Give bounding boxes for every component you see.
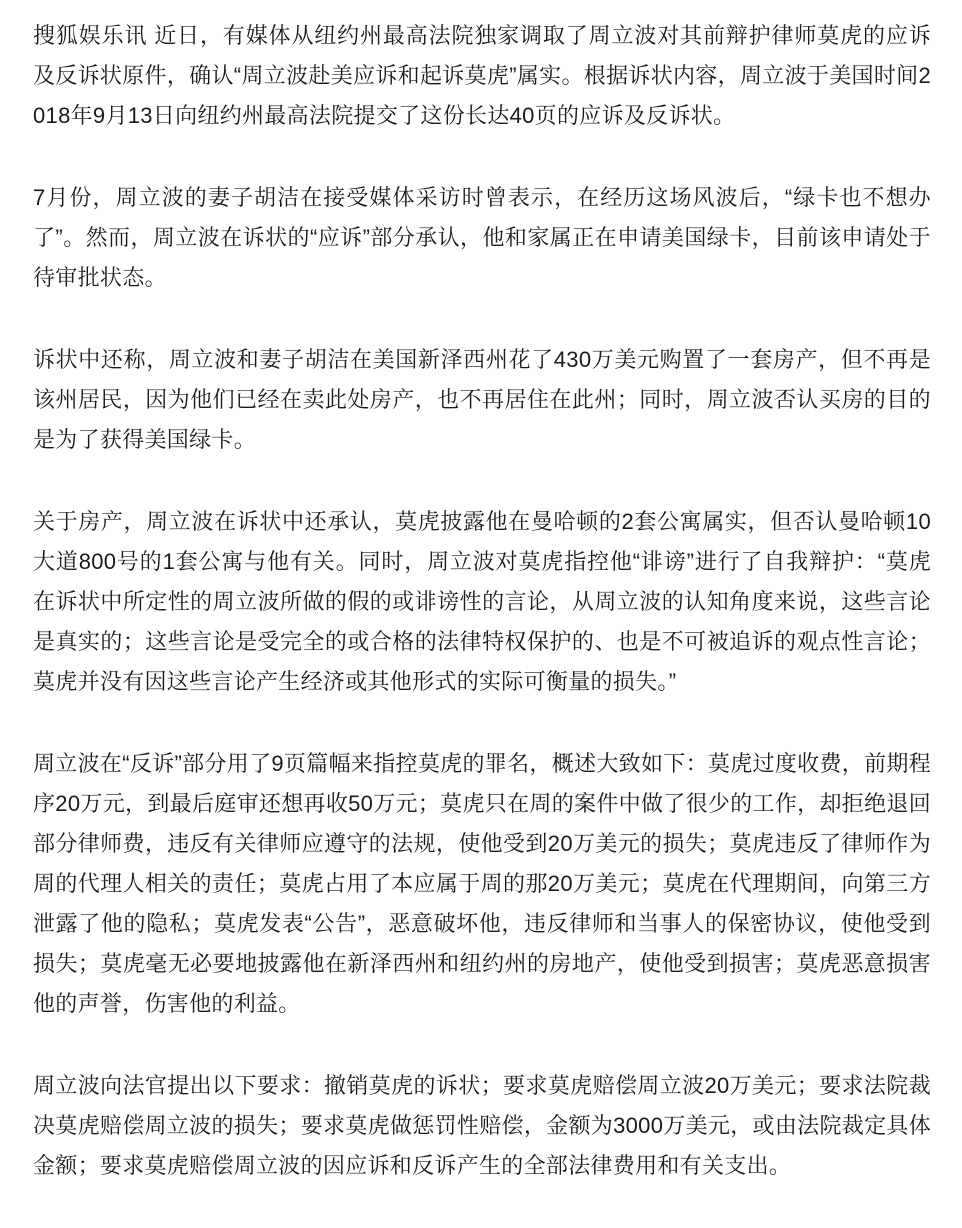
article-paragraph: 周立波在“反诉”部分用了9页篇幅来指控莫虎的罪名，概述大致如下：莫虎过度收费，前期程序20万元，到最后庭审还想再收50万元；莫虎只在周的案件中做了很少的工作，却拒绝退回部分律师费，违反有关律师应遵守的法规，使他受到20万美元的损失；莫虎违反了律师作为周的代理人相关的责任；莫虎占用了本应属于周的那20万美元；莫虎在代理期间，向第三方泄露了他的隐私；莫虎发表“公告”，恶意破坏他，违反律师和当事人的保密协议，使他受到损失；莫虎毫无必要地披露他在新泽西州和纽约州的房地产，使他受到损害；莫虎恶意损害他的声誉，伤害他的利益。 <box>33 751 931 1016</box>
article-paragraph: 7月份，周立波的妻子胡洁在接受媒体采访时曾表示，在经历这场风波后，“绿卡也不想办了”。然而，周立波在诉状的“应诉”部分承认，他和家属正在申请美国绿卡，目前该申请处于待审批状态。 <box>33 185 931 290</box>
article-paragraph: 关于房产，周立波在诉状中还承认，莫虎披露他在曼哈顿的2套公寓属实，但否认曼哈顿10大道800号的1套公寓与他有关。同时，周立波对莫虎指控他“诽谤”进行了自我辩护：“莫虎在诉状中所定性的周立波所做的假的或诽谤性的言论，从周立波的认知角度来说，这些言论是真实的；这些言论是受完全的或合格的法律特权保护的、也是不可被追诉的观点性言论；莫虎并没有因这些言论产生经济或其他形式的实际可衡量的损失。” <box>33 509 931 694</box>
article-paragraph: 周立波向法官提出以下要求：撤销莫虎的诉状；要求莫虎赔偿周立波20万美元；要求法院裁决莫虎赔偿周立波的损失；要求莫虎做惩罚性赔偿，金额为3000万美元，或由法院裁定具体金额；要求莫虎赔偿周立波的因应诉和反诉产生的全部法律费用和有关支出。 <box>33 1073 931 1178</box>
article-paragraph: 搜狐娱乐讯 近日，有媒体从纽约州最高法院独家调取了周立波对其前辩护律师莫虎的应诉及反诉状原件，确认“周立波赴美应诉和起诉莫虎”属实。根据诉状内容，周立波于美国时间2018年9月13日向纽约州最高法院提交了这份长达40页的应诉及反诉状。 <box>33 23 931 128</box>
article-paragraph: 诉状中还称，周立波和妻子胡洁在美国新泽西州花了430万美元购置了一套房产，但不再是该州居民，因为他们已经在卖此处房产，也不再居住在此州；同时，周立波否认买房的目的是为了获得美国绿卡。 <box>33 347 931 452</box>
